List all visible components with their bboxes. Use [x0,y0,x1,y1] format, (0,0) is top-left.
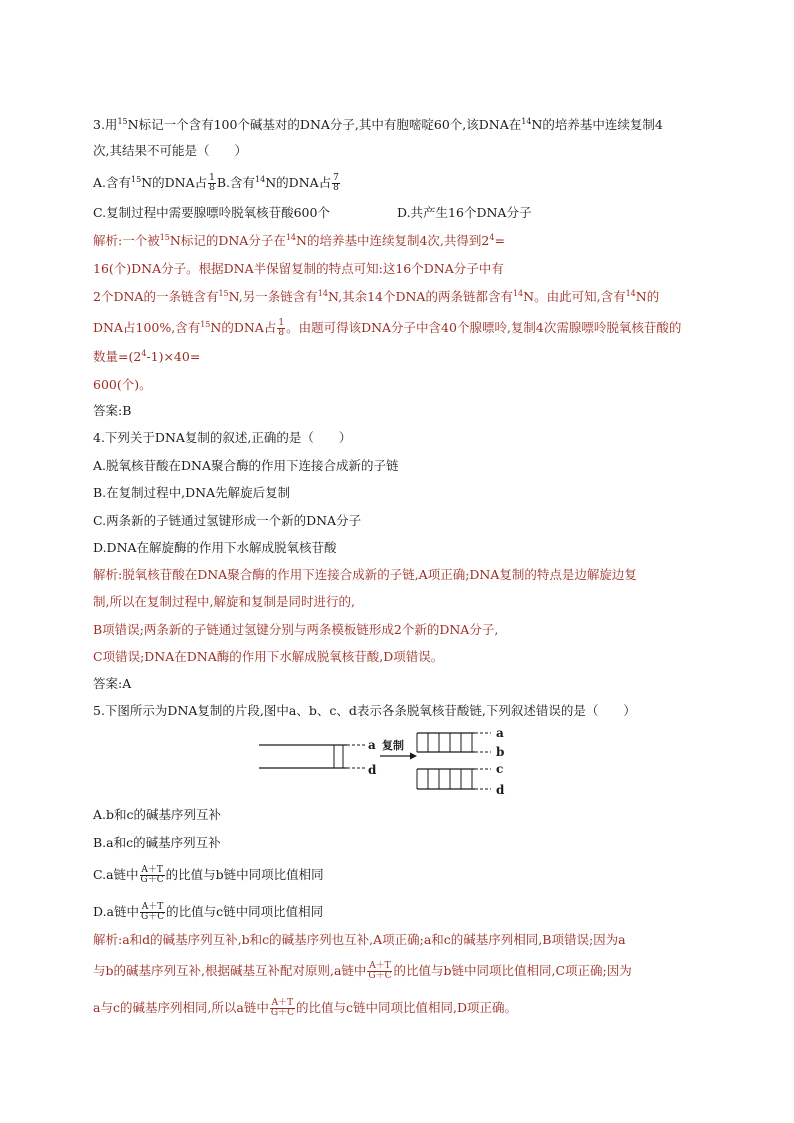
q5-analysis-line1: 解析:a和d的碱基序列互补,b和c的碱基序列也互补,A项正确;a和c的碱基序列相同,B项错误;因为a [93,932,626,947]
denominator: G＋C [368,971,392,981]
dna-replication-diagram [255,724,525,800]
q4-analysis-line2: 制,所以在复制过程中,解旋和复制是同时进行的, [93,594,355,609]
q5-option-c [93,866,324,885]
superscript: 15 [200,320,211,329]
superscript: 14 [317,289,328,298]
numerator: A＋T [271,998,294,1008]
q5-analysis-line3 [93,999,517,1018]
superscript: 15 [117,117,128,126]
text: = [494,233,505,248]
label-b: b [496,745,505,759]
arrow-label: 复制 [382,739,404,752]
option-b-text: N的DNA占 [265,175,332,190]
q3-analysis-line2: 16(个)DNA分子。根据DNA半保留复制的特点可知:这16个DNA分子中有 [93,261,504,276]
q4-option-a: A.脱氧核苷酸在DNA聚合酶的作用下连接合成新的子链 [93,458,399,473]
ratio-fraction [270,999,295,1018]
q4-stem: 4.下列关于DNA复制的叙述,正确的是（ ） [93,430,352,445]
text: 的比值与c链中同项比值相同 [166,904,324,919]
q5-option-b: B.a和c的碱基序列互补 [93,835,221,850]
text: N的培养基中连续复制4次,共得到2 [296,233,490,248]
q3-analysis-line6: 600(个)。 [93,377,152,392]
text: 2个DNA的一条链含有 [93,289,219,304]
numerator: 7 [333,173,339,183]
q4-option-c: C.两条新的子链通过氢键形成一个新的DNA分子 [93,513,362,528]
superscript: 15 [131,175,142,184]
text: N标记的DNA分子在 [169,233,286,248]
denominator: G＋C [141,912,165,922]
text: N的培养基中连续复制4 [531,117,663,132]
denominator: 8 [278,328,285,338]
option-a-text: A.含有 [93,175,132,190]
numerator: A＋T [141,902,164,912]
q5-option-a: A.b和c的碱基序列互补 [93,807,222,822]
label-c: c [496,762,504,776]
q5-stem: 5.下图所示为DNA复制的片段,图中a、b、c、d表示各条脱氧核苷酸链,下列叙述错误的是（ ） [93,703,636,718]
text: N。由此可知,含有 [523,289,626,304]
text: 的比值与c链中同项比值相同,D项正确。 [295,1000,517,1015]
q3-options-ab [93,174,341,193]
ratio-fraction [367,962,392,981]
superscript: 14 [285,233,297,242]
denominator: G＋C [140,875,164,885]
q5-option-d [93,903,323,922]
text: 3.用 [93,117,118,132]
q3-option-d: D.共产生16个DNA分子 [397,205,532,220]
numerator: A＋T [369,961,391,971]
numerator: A＋T [141,865,163,875]
arrow-head-icon [410,753,417,760]
superscript: 4 [141,349,147,358]
q5-analysis-line2 [93,962,632,981]
text: 。由题可得该DNA分子中含40个腺嘌呤,复制4次需腺嘌呤脱氧核苷酸的 [286,320,682,335]
q4-analysis-line3: B项错误;两条新的子链通过氢键分别与两条模板链形成2个新的DNA分子, [93,622,499,637]
text: 与b的碱基序列互补,根据碱基互补配对原则,a链中 [93,963,367,978]
superscript: 15 [159,233,170,242]
q3-stem-line1 [93,117,663,133]
q4-option-b: B.在复制过程中,DNA先解旋后复制 [93,485,291,500]
fraction-one-eighth [277,319,285,338]
q3-analysis-line1 [93,233,505,249]
fraction-seven-eighths [332,174,340,193]
text: 的比值与b链中同项比值相同,C项正确;因为 [393,963,632,978]
superscript: 14 [255,175,266,184]
ratio-fraction [140,903,165,922]
numerator: 1 [278,318,285,328]
q4-answer: 答案:A [93,676,132,691]
superscript: 15 [218,289,229,298]
text: N的 [635,289,660,304]
denominator: 8 [333,183,339,193]
text: 数量=(2 [93,349,142,364]
fraction-one-eighth [208,174,216,193]
text: N,其余14个DNA的两条链都含有 [327,289,513,304]
numerator: 1 [209,173,215,183]
ratio-fraction [140,866,165,885]
text: N的DNA占 [210,320,277,335]
text: N标记一个含有100个碱基对的DNA分子,其中有胞嘧啶60个,该DNA在 [127,117,522,132]
q4-analysis-line1: 解析:脱氧核苷酸在DNA聚合酶的作用下连接合成新的子链,A项正确;DNA复制的特点是边解旋边复 [93,567,637,582]
text: DNA占100%,含有 [93,320,201,335]
q3-stem-line2: 次,其结果不可能是（ ） [93,143,247,158]
text: C.a链中 [93,867,139,882]
q4-option-d: D.DNA在解旋酶的作用下水解成脱氧核苷酸 [93,540,337,555]
denominator: 8 [209,183,215,193]
text: 的比值与b链中同项比值相同 [165,867,324,882]
option-b-text: B.含有 [216,175,256,190]
q3-analysis-line3 [93,289,659,305]
text: -1)×40= [146,349,201,364]
text: a与c的碱基序列相同,所以a链中 [93,1000,269,1015]
denominator: G＋C [270,1008,294,1018]
q3-analysis-line4 [93,319,681,338]
label-a-left: a [368,738,376,752]
text: D.a链中 [93,904,140,919]
label-d-left: d [368,763,377,777]
q3-option-c: C.复制过程中需要腺嘌呤脱氧核苷酸600个 [93,205,330,220]
superscript: 4 [489,233,495,242]
q3-analysis-line5 [93,349,200,365]
superscript: 14 [521,117,532,126]
q4-analysis-line4: C项错误;DNA在DNA酶的作用下水解成脱氧核苷酸,D项错误。 [93,649,444,664]
text: N,另一条链含有 [228,289,318,304]
text: 解析:一个被 [93,233,160,248]
q3-answer: 答案:B [93,403,132,418]
superscript: 14 [512,289,524,298]
superscript: 14 [625,289,636,298]
option-a-text: N的DNA占 [141,175,208,190]
label-d-right: d [496,783,505,797]
label-a-right: a [496,726,504,740]
